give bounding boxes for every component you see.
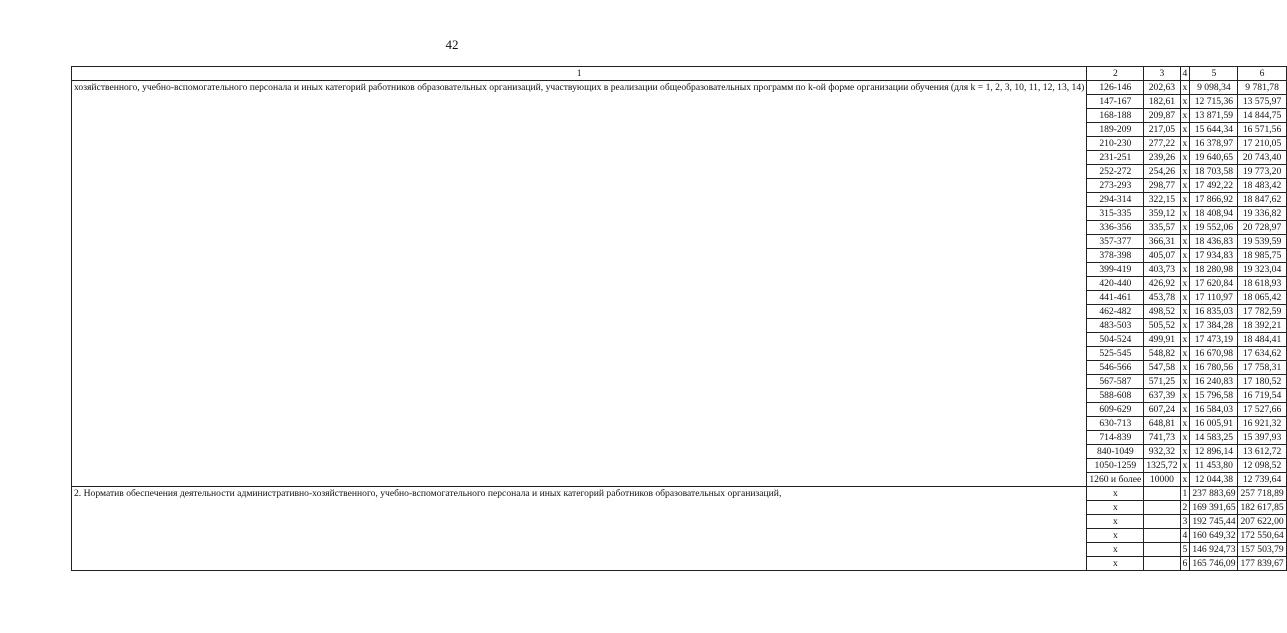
- table-cell: 932,32: [1144, 445, 1180, 459]
- table-cell: 209,87: [1144, 109, 1180, 123]
- table-cell: 182 617,85: [1238, 501, 1286, 515]
- table-cell: x: [1180, 459, 1190, 473]
- table-cell: 609-629: [1087, 403, 1144, 417]
- table-cell: x: [1180, 445, 1190, 459]
- table-cell: 13 612,72: [1238, 445, 1286, 459]
- table-cell: 168-188: [1087, 109, 1144, 123]
- section1-description: [72, 81, 1087, 487]
- table-cell: 17 492,22: [1190, 179, 1238, 193]
- table-cell: [1144, 487, 1180, 501]
- table-cell: 165 746,09: [1190, 557, 1238, 571]
- table-cell: 1260 и более: [1087, 473, 1144, 487]
- table-cell: 18 408,94: [1190, 207, 1238, 221]
- table-cell: 19 336,82: [1238, 207, 1286, 221]
- table-cell: 16 780,56: [1190, 361, 1238, 375]
- column-header: 3: [1144, 67, 1180, 81]
- table-cell: x: [1180, 165, 1190, 179]
- table-cell: [1144, 543, 1180, 557]
- table-cell: 231-251: [1087, 151, 1144, 165]
- table-cell: 16 921,32: [1238, 417, 1286, 431]
- table-cell: 405,07: [1144, 249, 1180, 263]
- normative-table: [71, 66, 1287, 571]
- table-cell: x: [1087, 529, 1144, 543]
- table-cell: 298,77: [1144, 179, 1180, 193]
- table-cell: x: [1087, 487, 1144, 501]
- table-cell: 505,52: [1144, 319, 1180, 333]
- table-cell: 12 044,38: [1190, 473, 1238, 487]
- table-cell: 12 098,52: [1238, 459, 1286, 473]
- table-cell: 12 896,14: [1190, 445, 1238, 459]
- table-cell: 462-482: [1087, 305, 1144, 319]
- table-cell: 10000: [1144, 473, 1180, 487]
- table-cell: x: [1180, 179, 1190, 193]
- table-cell: 16 584,03: [1190, 403, 1238, 417]
- table-cell: 13 575,97: [1238, 95, 1286, 109]
- table-cell: x: [1180, 291, 1190, 305]
- table-cell: x: [1180, 221, 1190, 235]
- table-cell: x: [1180, 431, 1190, 445]
- table-cell: 172 550,64: [1238, 529, 1286, 543]
- table-cell: 403,73: [1144, 263, 1180, 277]
- table-cell: 15 644,34: [1190, 123, 1238, 137]
- table-cell: x: [1087, 501, 1144, 515]
- table-cell: x: [1087, 557, 1144, 571]
- table-cell: 210-230: [1087, 137, 1144, 151]
- table-cell: 17 782,59: [1238, 305, 1286, 319]
- table-cell: x: [1180, 417, 1190, 431]
- table-cell: 571,25: [1144, 375, 1180, 389]
- table-cell: 1050-1259: [1087, 459, 1144, 473]
- table-cell: 420-440: [1087, 277, 1144, 291]
- table-cell: 182,61: [1144, 95, 1180, 109]
- table-row: [72, 487, 1287, 501]
- table-cell: 9 098,34: [1190, 81, 1238, 95]
- table-cell: 357-377: [1087, 235, 1144, 249]
- table-cell: x: [1180, 235, 1190, 249]
- table-cell: 714-839: [1087, 431, 1144, 445]
- table-cell: 2: [1180, 501, 1190, 515]
- table-cell: 16 571,56: [1238, 123, 1286, 137]
- table-cell: 17 620,84: [1190, 277, 1238, 291]
- table-cell: x: [1180, 81, 1190, 95]
- table-cell: 607,24: [1144, 403, 1180, 417]
- table-cell: 192 745,44: [1190, 515, 1238, 529]
- table-cell: 13 871,59: [1190, 109, 1238, 123]
- table-cell: 294-314: [1087, 193, 1144, 207]
- table-cell: 146 924,73: [1190, 543, 1238, 557]
- table-cell: x: [1180, 305, 1190, 319]
- table-cell: x: [1180, 347, 1190, 361]
- table-cell: 202,63: [1144, 81, 1180, 95]
- table-cell: 3: [1180, 515, 1190, 529]
- table-cell: 207 622,00: [1238, 515, 1286, 529]
- table-cell: x: [1180, 151, 1190, 165]
- table-cell: 239,26: [1144, 151, 1180, 165]
- table-cell: 18 065,42: [1238, 291, 1286, 305]
- table-cell: x: [1180, 123, 1190, 137]
- table-cell: 17 384,28: [1190, 319, 1238, 333]
- table-cell: x: [1180, 249, 1190, 263]
- table-cell: 20 728,97: [1238, 221, 1286, 235]
- table-cell: 157 503,79: [1238, 543, 1286, 557]
- table-cell: 14 583,25: [1190, 431, 1238, 445]
- table-cell: x: [1180, 277, 1190, 291]
- table-cell: 1: [1180, 487, 1190, 501]
- table-cell: 16 719,54: [1238, 389, 1286, 403]
- description-text: 2. Норматив обеспечения деятельности административно-хозяйственного, учебно-вспомогательного персонала и иных категорий работников образовательных организаций,: [74, 488, 782, 499]
- table-cell: 277,22: [1144, 137, 1180, 151]
- table-cell: 546-566: [1087, 361, 1144, 375]
- column-header: 1: [72, 67, 1087, 81]
- table-cell: x: [1180, 263, 1190, 277]
- table-cell: 4: [1180, 529, 1190, 543]
- table-cell: x: [1180, 137, 1190, 151]
- table-cell: 525-545: [1087, 347, 1144, 361]
- table-cell: 19 539,59: [1238, 235, 1286, 249]
- table-cell: 18 703,58: [1190, 165, 1238, 179]
- table-cell: 567-587: [1087, 375, 1144, 389]
- table-cell: x: [1180, 319, 1190, 333]
- table-cell: 17 527,66: [1238, 403, 1286, 417]
- table-cell: 15 397,93: [1238, 431, 1286, 445]
- table-cell: x: [1180, 389, 1190, 403]
- column-header: 6: [1238, 67, 1286, 81]
- table-cell: 126-146: [1087, 81, 1144, 95]
- page-number: 42: [445, 37, 459, 52]
- table-cell: 17 473,19: [1190, 333, 1238, 347]
- table-cell: 169 391,65: [1190, 501, 1238, 515]
- table-cell: 648,81: [1144, 417, 1180, 431]
- table-cell: 189-209: [1087, 123, 1144, 137]
- column-header-row: [72, 67, 1287, 81]
- table-cell: 257 718,89: [1238, 487, 1286, 501]
- table-cell: 18 618,93: [1238, 277, 1286, 291]
- table-cell: x: [1180, 333, 1190, 347]
- column-header: 5: [1190, 67, 1238, 81]
- table-cell: 399-419: [1087, 263, 1144, 277]
- table-cell: [1144, 515, 1180, 529]
- section2-description: [72, 487, 1087, 571]
- table-cell: 17 634,62: [1238, 347, 1286, 361]
- table-cell: 252-272: [1087, 165, 1144, 179]
- table-cell: x: [1180, 207, 1190, 221]
- table-cell: x: [1087, 515, 1144, 529]
- table-cell: 378-398: [1087, 249, 1144, 263]
- table-cell: 6: [1180, 557, 1190, 571]
- table-cell: 19 640,65: [1190, 151, 1238, 165]
- description-text: хозяйственного, учебно-вспомогательного персонала и иных категорий работников образовательных организаций, участвующих в реализации общеобразовательных программ по k-ой форме организации обучения (для k = 1, 2, 3, 10, 11, 12, 13, 14): [74, 82, 1085, 93]
- table-cell: 483-503: [1087, 319, 1144, 333]
- table-cell: 16 005,91: [1190, 417, 1238, 431]
- table-cell: 147-167: [1087, 95, 1144, 109]
- table-cell: 16 670,98: [1190, 347, 1238, 361]
- table-cell: 17 934,83: [1190, 249, 1238, 263]
- table-cell: 498,52: [1144, 305, 1180, 319]
- table-cell: x: [1180, 473, 1190, 487]
- table-cell: 273-293: [1087, 179, 1144, 193]
- table-cell: 741,73: [1144, 431, 1180, 445]
- table-cell: x: [1180, 95, 1190, 109]
- table-cell: [1144, 501, 1180, 515]
- table-cell: 637,39: [1144, 389, 1180, 403]
- table-cell: 16 240,83: [1190, 375, 1238, 389]
- table-cell: 19 552,06: [1190, 221, 1238, 235]
- table-cell: 630-713: [1087, 417, 1144, 431]
- table-cell: 12 715,36: [1190, 95, 1238, 109]
- table-cell: 15 796,58: [1190, 389, 1238, 403]
- table-cell: 237 883,69: [1190, 487, 1238, 501]
- table-cell: x: [1180, 403, 1190, 417]
- column-header: 4: [1180, 67, 1190, 81]
- table-cell: 18 392,21: [1238, 319, 1286, 333]
- table-cell: 335,57: [1144, 221, 1180, 235]
- table-cell: 548,82: [1144, 347, 1180, 361]
- table-cell: 11 453,80: [1190, 459, 1238, 473]
- column-header: 2: [1087, 67, 1144, 81]
- table-cell: 17 210,05: [1238, 137, 1286, 151]
- table-cell: 17 758,31: [1238, 361, 1286, 375]
- table-cell: x: [1180, 109, 1190, 123]
- table-cell: 19 323,04: [1238, 263, 1286, 277]
- table-cell: 18 280,98: [1190, 263, 1238, 277]
- table-cell: x: [1180, 193, 1190, 207]
- table-cell: 217,05: [1144, 123, 1180, 137]
- table-cell: 18 483,42: [1238, 179, 1286, 193]
- table-cell: 20 743,40: [1238, 151, 1286, 165]
- table-cell: 315-335: [1087, 207, 1144, 221]
- table-cell: 18 484,41: [1238, 333, 1286, 347]
- table-cell: 5: [1180, 543, 1190, 557]
- table-cell: 322,15: [1144, 193, 1180, 207]
- table-cell: 336-356: [1087, 221, 1144, 235]
- table-cell: 17 110,97: [1190, 291, 1238, 305]
- table-cell: 499,91: [1144, 333, 1180, 347]
- table-cell: 18 436,83: [1190, 235, 1238, 249]
- table-cell: 16 378,97: [1190, 137, 1238, 151]
- table-cell: 366,31: [1144, 235, 1180, 249]
- table-cell: 18 985,75: [1238, 249, 1286, 263]
- table-cell: x: [1180, 361, 1190, 375]
- table-cell: 441-461: [1087, 291, 1144, 305]
- table-cell: 14 844,75: [1238, 109, 1286, 123]
- table-row: [72, 81, 1287, 95]
- table-cell: [1144, 557, 1180, 571]
- table-cell: 547,58: [1144, 361, 1180, 375]
- table-cell: 12 739,64: [1238, 473, 1286, 487]
- table-cell: 16 835,03: [1190, 305, 1238, 319]
- table-cell: 17 866,92: [1190, 193, 1238, 207]
- table-cell: 453,78: [1144, 291, 1180, 305]
- table-cell: 359,12: [1144, 207, 1180, 221]
- table-cell: 254,26: [1144, 165, 1180, 179]
- table-cell: 177 839,67: [1238, 557, 1286, 571]
- table-cell: 9 781,78: [1238, 81, 1286, 95]
- table-cell: 504-524: [1087, 333, 1144, 347]
- table-cell: 17 180,52: [1238, 375, 1286, 389]
- table-cell: x: [1180, 375, 1190, 389]
- table-cell: x: [1087, 543, 1144, 557]
- table-cell: 1325,72: [1144, 459, 1180, 473]
- table-cell: 19 773,20: [1238, 165, 1286, 179]
- table-cell: 160 649,32: [1190, 529, 1238, 543]
- table-cell: 18 847,62: [1238, 193, 1286, 207]
- table-cell: 588-608: [1087, 389, 1144, 403]
- table-cell: [1144, 529, 1180, 543]
- table-cell: 426,92: [1144, 277, 1180, 291]
- table-cell: 840-1049: [1087, 445, 1144, 459]
